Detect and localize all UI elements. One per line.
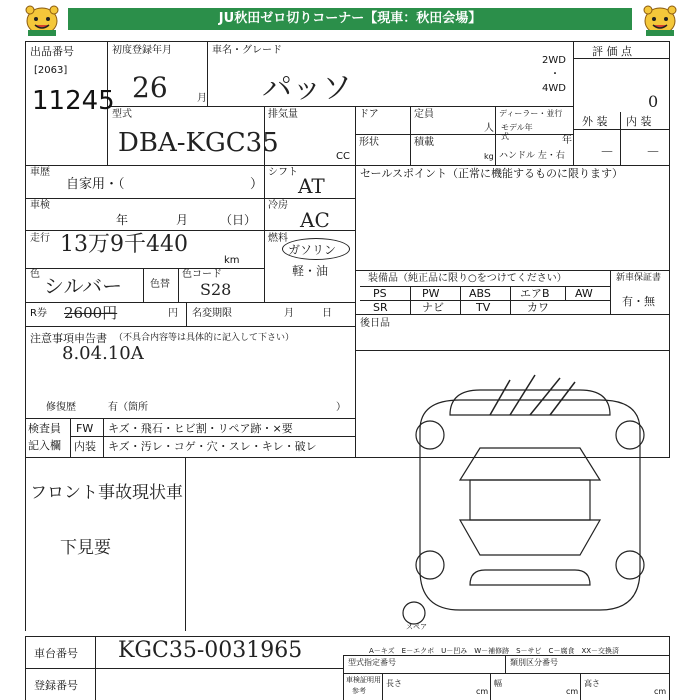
recycle-value: 2600円 — [64, 304, 118, 322]
repair-value: 有（箇所 — [108, 402, 148, 413]
vehicle-cert-cm2: cm — [566, 687, 579, 696]
inspector-fw: FW — [76, 422, 94, 435]
score-ext-value: － — [600, 145, 614, 161]
first-reg-month-unit: 月 — [197, 93, 207, 104]
repair-label: 修復歴 — [46, 402, 76, 413]
dealer-year-unit: 年 — [562, 135, 572, 146]
vehicle-cert-label: 車検証明用 — [346, 676, 381, 684]
equip-sr: SR — [373, 301, 388, 314]
handwritten-note-2: 下見要 — [60, 538, 111, 558]
score-value: 0 — [648, 92, 659, 111]
chassis-value: KGC35-0031965 — [118, 638, 303, 663]
first-reg-label: 初度登録年月 — [112, 45, 172, 56]
displacement-label: 排気量 — [268, 109, 298, 120]
warranty-value: 有・無 — [622, 295, 655, 308]
name-change-month: 月 — [284, 308, 294, 319]
inspector-label1: 検査員 — [28, 422, 61, 435]
inspector-label2: 記入欄 — [28, 439, 61, 452]
drive-sep: ・ — [550, 69, 560, 80]
color-label: 色 — [30, 269, 40, 280]
name-change-due-label: 名変期限 — [192, 308, 232, 319]
ac-value: AC — [300, 208, 330, 232]
model-type-value: DBA-KGC35 — [118, 128, 279, 158]
lot-number: 11245 — [32, 86, 115, 116]
registration-label: 登録番号 — [34, 679, 78, 692]
notes-value: 8.04.10A — [62, 343, 144, 364]
vehicle-cert-cm1: cm — [476, 687, 489, 696]
equip-abs: ABS — [469, 287, 491, 300]
ac-label: 冷房 — [268, 200, 288, 211]
color-tone-label: 色替 — [150, 279, 170, 290]
fuel-value1: ガソリン — [288, 243, 337, 257]
equip-navi: ナビ — [422, 301, 444, 314]
handle-label: ハンドル 左・右 — [499, 151, 565, 161]
model-name-value: パッソ — [262, 71, 352, 106]
usage-close: ） — [250, 177, 264, 192]
inspection-year: 年 — [116, 213, 129, 227]
inspector-int-items: キズ・汚レ・コゲ・穴・スレ・キレ・破レ — [108, 440, 317, 453]
equip-leather: カワ — [527, 301, 549, 314]
dealer-model-year: モデル年式 — [501, 123, 533, 141]
color-code-value: S28 — [200, 280, 232, 299]
chassis-label: 車台番号 — [34, 647, 78, 660]
inspector-fw-items: キズ・飛石・ヒビ割・リペア跡・×要 — [108, 422, 293, 435]
equip-tv: TV — [476, 301, 491, 314]
score-ext-label: 外 装 — [582, 115, 608, 128]
drive-opt2: 4WD — [542, 83, 566, 94]
load-unit: kg — [484, 152, 494, 161]
vehicle-cert-height: 高さ — [584, 679, 600, 688]
door-label: ドア — [359, 109, 379, 120]
capacity-label: 定員 — [414, 109, 434, 120]
back-seat-label: 後日品 — [360, 318, 390, 329]
score-int-label: 内 装 — [626, 115, 652, 128]
equip-aw: AW — [575, 287, 593, 300]
score-label: 評 価 点 — [592, 45, 632, 58]
notes-label-small: （不具合内容等は具体的に記入して下さい） — [114, 333, 295, 343]
mascot-left-icon — [22, 3, 62, 37]
header-title-bar: JU秋田ゼロ切りコーナー【現車：秋田会場】 — [68, 8, 632, 30]
handwritten-note-1: フロント事故現状車 — [30, 483, 183, 503]
inspection-label: 車検 — [30, 200, 50, 211]
drive-opt1: 2WD — [542, 55, 566, 66]
lot-label: 出品番号 — [30, 45, 74, 58]
recycle-label: R券 — [30, 308, 47, 319]
notes-label: 注意事項申告書 — [30, 332, 107, 345]
color-value: シルバー — [44, 274, 123, 298]
usage-value: 自家用・（ — [66, 177, 125, 192]
mascot-right-icon — [640, 3, 680, 37]
shift-value: AT — [298, 174, 325, 198]
shape-label: 形状 — [359, 137, 379, 148]
usage-label: 車歴 — [30, 167, 50, 178]
model-name-label: 車名・グレード — [212, 45, 282, 56]
score-int-value: － — [646, 145, 660, 161]
type-cert-label: 型式指定番号 — [348, 658, 396, 667]
shift-label: シフト — [268, 167, 298, 178]
vehicle-cert-cm3: cm — [654, 687, 667, 696]
inspection-day: （日） — [220, 213, 257, 227]
name-change-day: 日 — [322, 308, 332, 319]
header-bar — [0, 0, 700, 38]
load-label: 積載 — [414, 137, 434, 148]
equip-pw: PW — [422, 287, 440, 300]
equipment-label: 装備品（純正品に限り○をつけてください） — [368, 273, 567, 284]
car-damage-diagram — [400, 370, 680, 630]
capacity-unit: 人 — [484, 123, 494, 134]
fuel-label: 燃料 — [268, 233, 288, 244]
lot-small-number: [2063] — [34, 65, 68, 76]
type-cert-category: 類別区分番号 — [510, 658, 558, 667]
damage-legend: A－キズ E－エクボ U－凹み W－補修跡 S－サビ C－腐食 XX－交換済 — [369, 647, 620, 655]
spare-label: スペア — [406, 623, 427, 631]
inspector-int: 内装 — [74, 440, 96, 453]
repair-close: ） — [336, 402, 346, 413]
recycle-unit: 円 — [168, 308, 178, 319]
fuel-value2: 軽・油 — [292, 264, 329, 278]
equip-ps: PS — [373, 287, 387, 300]
mileage-unit: km — [224, 255, 240, 266]
vehicle-cert-width: 幅 — [494, 679, 502, 688]
dealer-label: ディーラー・並行 — [499, 109, 563, 118]
mileage-label: 走行 — [30, 233, 50, 244]
first-reg-year: 26 — [132, 71, 168, 104]
equip-airbag: エアB — [520, 287, 550, 300]
mileage-value: 13万9千440 — [60, 232, 188, 257]
warranty-label: 新車保証書 — [616, 273, 662, 283]
vehicle-cert-sub: 参考 — [352, 687, 366, 695]
color-code-label: 色コード — [182, 269, 222, 280]
displacement-unit: CC — [336, 151, 350, 162]
sales-point-label: セールスポイント（正常に機能するものに限ります） — [360, 167, 624, 180]
fuel-circle — [282, 238, 350, 260]
vehicle-cert-length: 長さ — [386, 679, 402, 688]
inspection-month: 月 — [176, 213, 189, 227]
model-type-label: 型式 — [112, 109, 132, 120]
